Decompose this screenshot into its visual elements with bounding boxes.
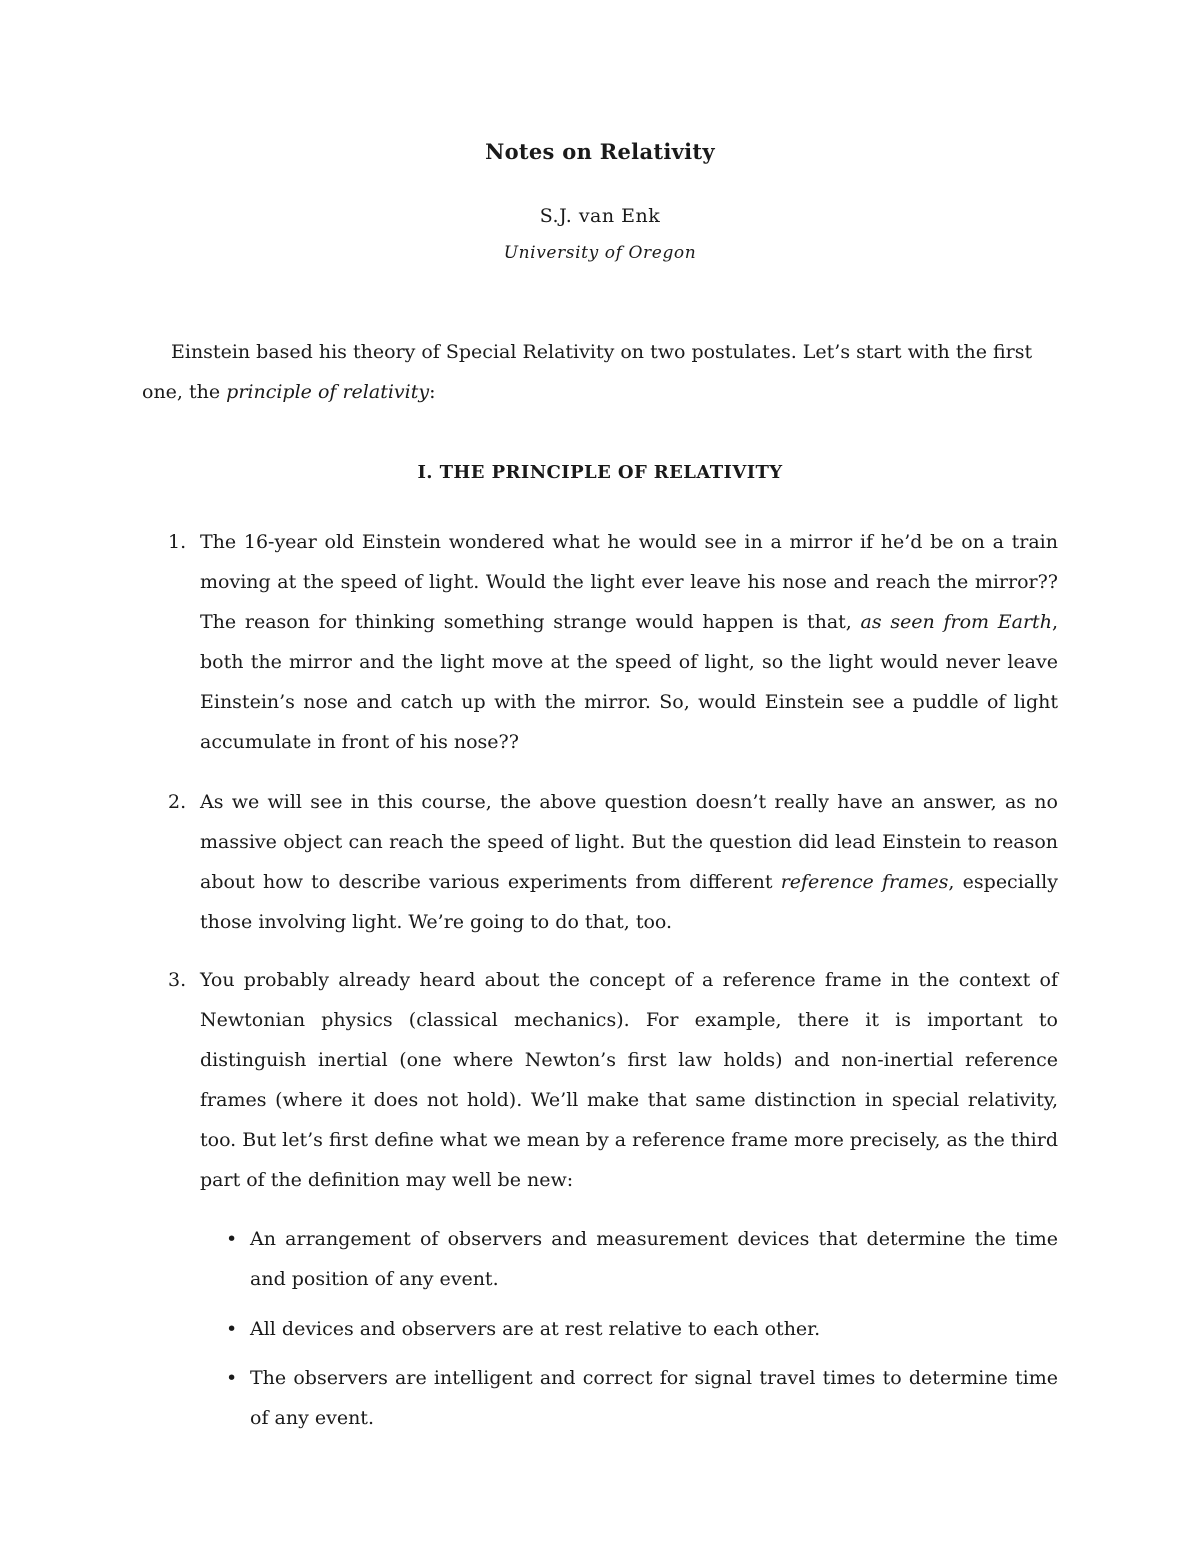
list-item-number: 3. <box>168 969 187 991</box>
bullet-icon: • <box>226 1228 238 1250</box>
intro-text: Einstein based his theory of Special Relativity on two postulates. Let’s start with the first one, the <box>142 341 1033 403</box>
document-title: Notes on Relativity <box>485 139 715 164</box>
list-item-emphasis: as seen from Earth <box>860 611 1052 633</box>
bullet-text: All devices and observers are at rest relative to each other. <box>250 1318 821 1340</box>
section-heading: I. THE PRINCIPLE OF RELATIVITY <box>417 462 783 483</box>
list-item-body <box>200 522 1058 762</box>
bullet-item <box>226 1309 1058 1349</box>
list-item-number: 2. <box>168 791 187 813</box>
bullet-text: An arrangement of observers and measurement devices that determine the time and position of any event. <box>250 1228 1058 1290</box>
list-item-body <box>200 782 1058 942</box>
bullet-icon: • <box>226 1367 238 1389</box>
list-item <box>142 522 1058 762</box>
list-item-number: 1. <box>168 531 187 553</box>
bullet-item <box>226 1358 1058 1438</box>
bullet-text: The observers are intelligent and correct for signal travel times to determine time of any event. <box>250 1367 1058 1429</box>
intro-emphasis: principle of relativity <box>226 381 430 403</box>
intro-text-end: : <box>429 381 436 403</box>
bullet-item <box>226 1219 1058 1299</box>
list-item-text: As we will see in this course, the above question doesn’t really have an answer, as no massive object can reach the speed of light. But the question did lead Einstein to reason about how to describe various experiments from different <box>200 791 1058 893</box>
author-name: S.J. van Enk <box>539 205 661 227</box>
bullet-icon: • <box>226 1318 238 1340</box>
list-item <box>142 782 1058 942</box>
intro-paragraph <box>142 332 1058 412</box>
list-item-text: You probably already heard about the concept of a reference frame in the context of Newtonian physics (classical mechanics). For example, there it is important to distinguish inertial (one where Newton’s first law holds) and non-inertial reference frames (where it does not hold). We’ll make that same distinction in special relativity, too. But let’s first define what we mean by a reference frame more precisely, as the third part of the definition may well be new: <box>200 969 1058 1191</box>
list-item-text-end: , especially those involving light. We’re going to do that, too. <box>200 871 1058 933</box>
author-affiliation: University of Oregon <box>503 243 697 263</box>
list-item-text-end: , both the mirror and the light move at the speed of light, so the light would never leave Einstein’s nose and catch up with the mirror. So, would Einstein see a puddle of light accumulate in front of his nose?? <box>200 611 1058 753</box>
list-item <box>142 960 1058 1200</box>
list-item-text: The 16-year old Einstein wondered what he would see in a mirror if he’d be on a train moving at the speed of light. Would the light ever leave his nose and reach the mirror?? The reason for thinking something strange would happen is that, <box>200 531 1058 633</box>
list-item-emphasis: reference frames <box>780 871 949 893</box>
list-item-body <box>200 960 1058 1200</box>
